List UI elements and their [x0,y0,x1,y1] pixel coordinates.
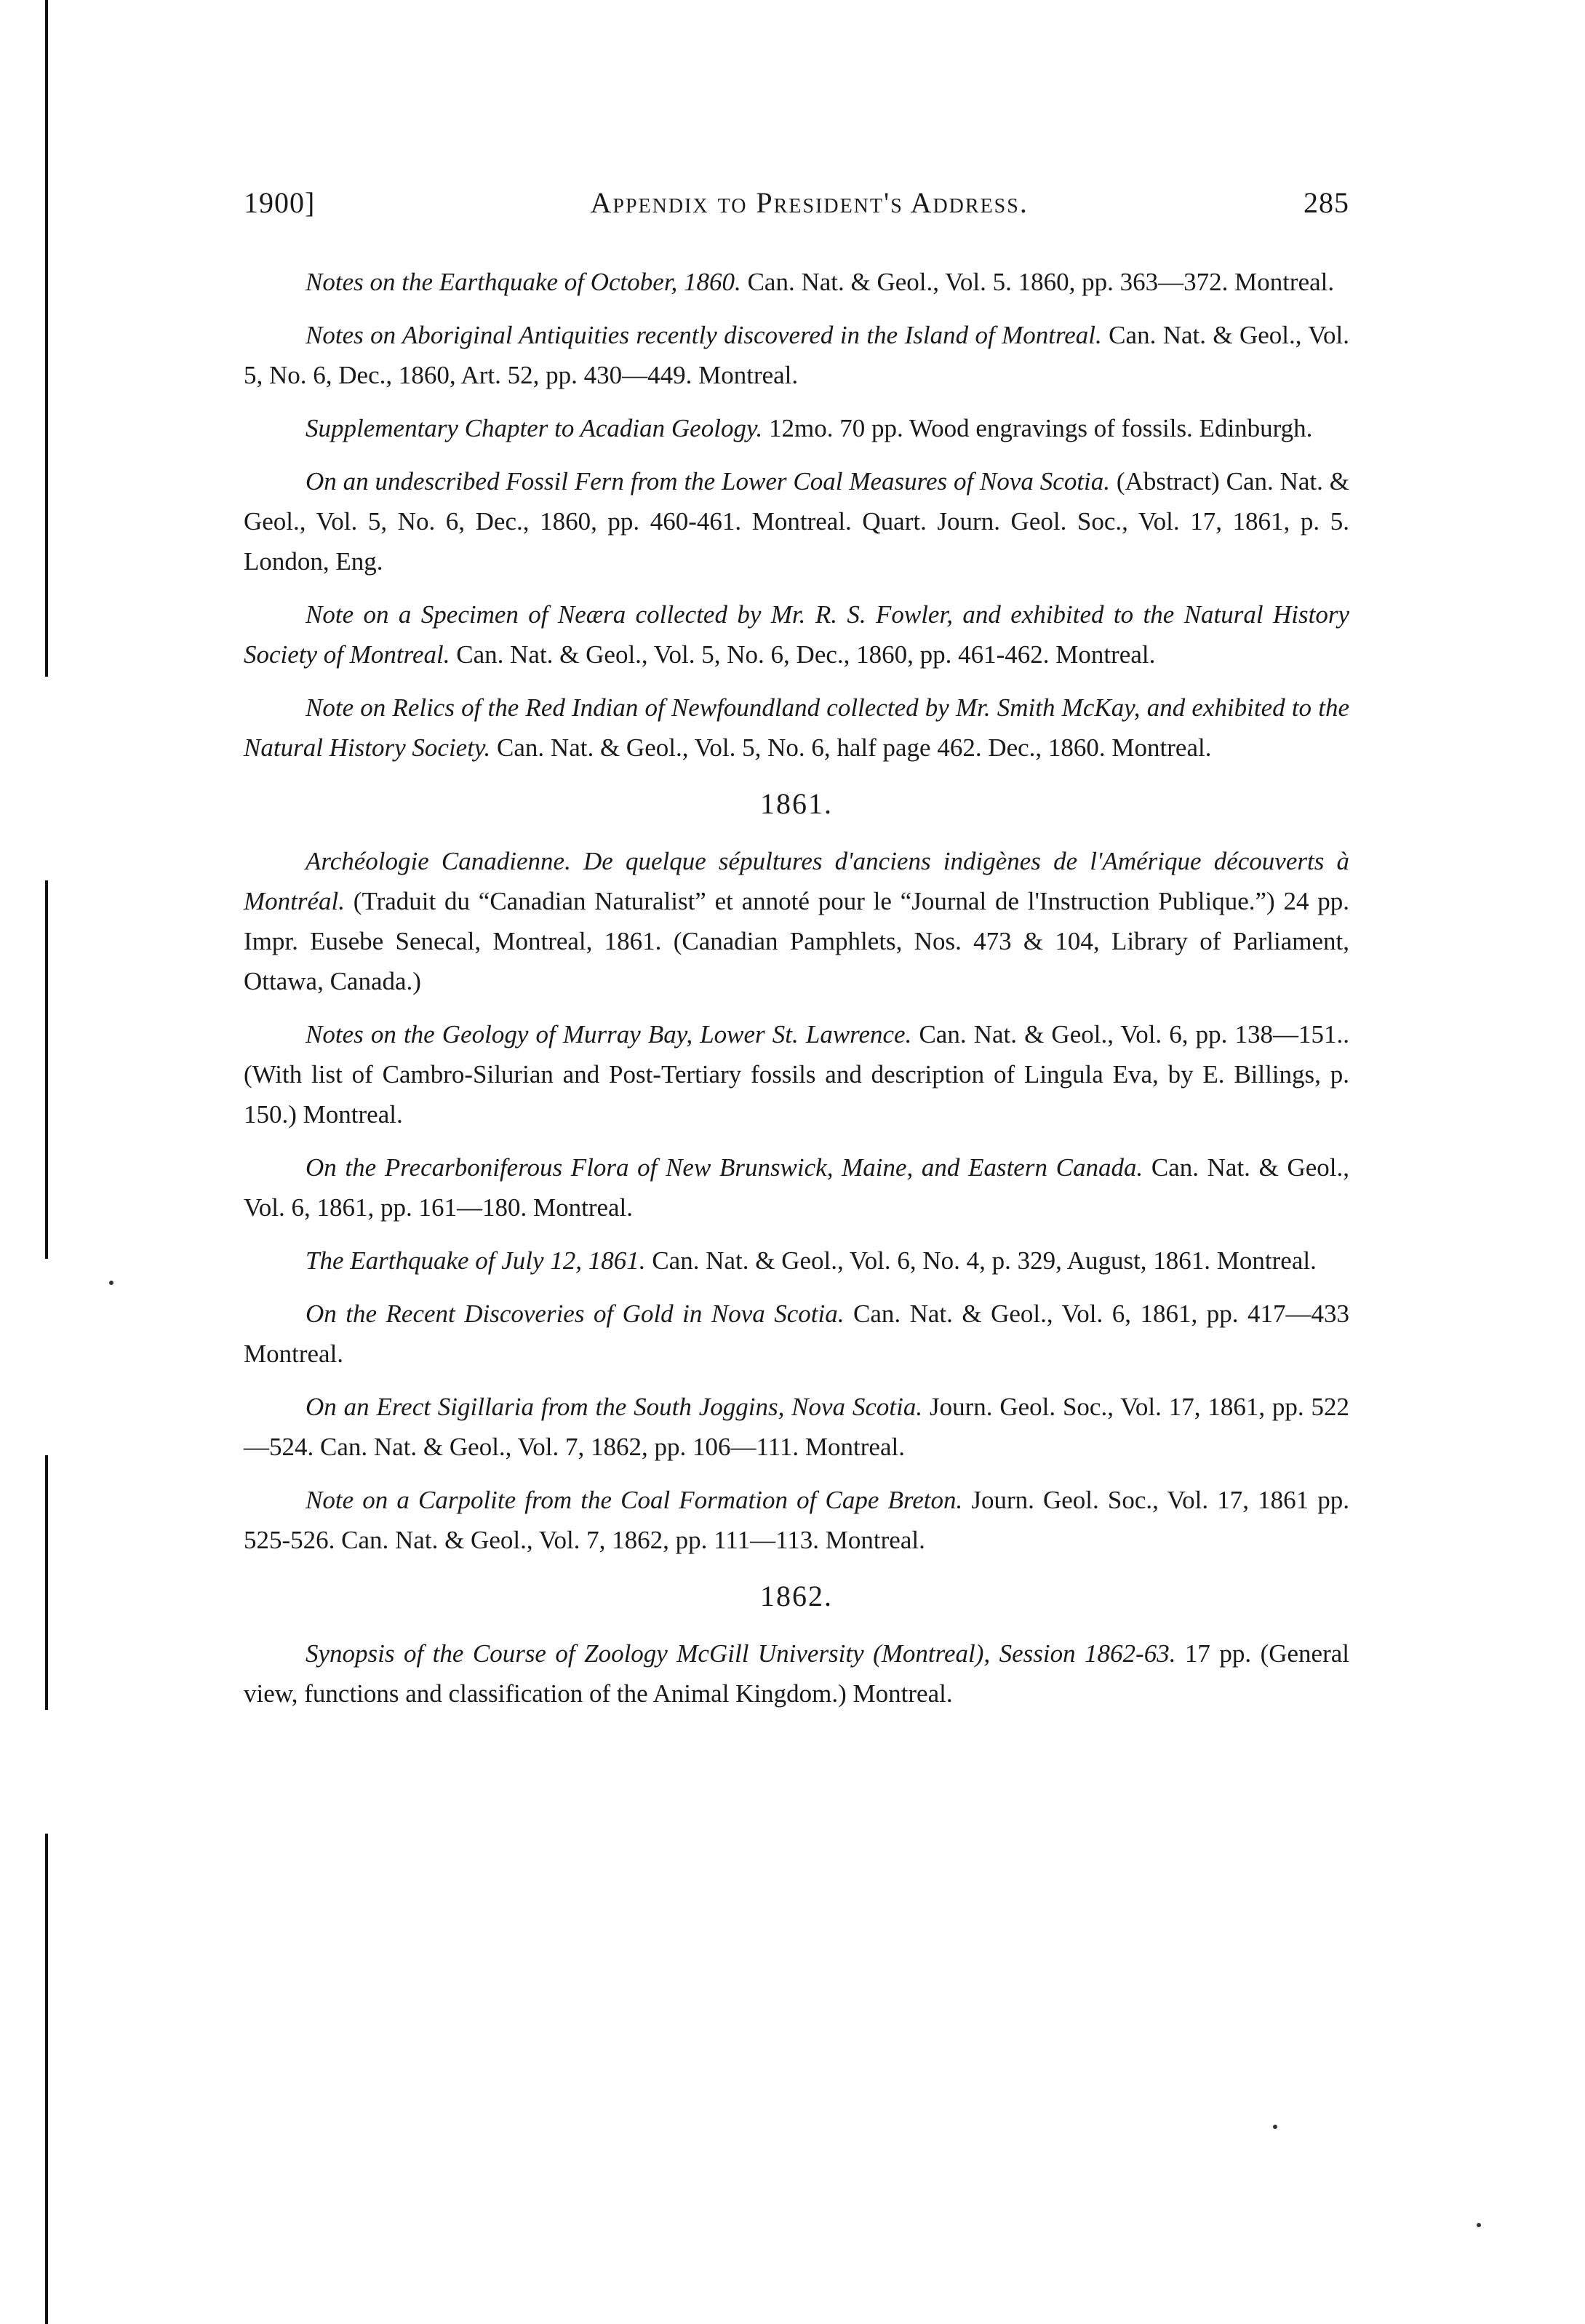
bibliography-entry [244,1387,1349,1467]
entry-details: (Traduit du “Canadian Naturalist” et annoté pour le “Journal de l'Instruction Publique.”) 24 pp. Impr. Eusebe Senecal, Montreal, 1861. (Canadian Pamphlets, Nos. 473 & 104, Library of Parliament, Ottawa, Canada.) [244,887,1349,995]
bibliography-entry [244,1014,1349,1134]
entry-details: 12mo. 70 pp. Wood engravings of fossils. Edinburgh. [762,414,1313,442]
scan-edge [45,880,48,1259]
bibliography-entry [244,594,1349,674]
year-heading: 1862. [760,1580,833,1612]
bibliography-body [244,262,1349,1727]
bibliography-entry [244,841,1349,1001]
scan-edge [45,1834,48,2324]
entry-title: Note on Relics of the Red Indian of Newfoundland collected by Mr. Smith McKay, and exhibited to the Natural History Society. [244,693,1349,762]
scan-edge [45,0,48,677]
running-header [244,186,1349,220]
entry-details: (Abstract) Can. Nat. & Geol., Vol. 5, No. 6, Dec., 1860, pp. 460-461. Montreal. Quart. Journ. Geol. Soc., Vol. 17, 1861, p. 5. London, Eng. [244,467,1349,576]
scan-speck [109,1281,113,1285]
bibliography-entry [244,1294,1349,1374]
entry-details: Can. Nat. & Geol., Vol. 5, No. 6, half page 462. Dec., 1860. Montreal. [490,733,1212,762]
scan-speck [1273,2125,1277,2129]
entry-details: Can. Nat. & Geol., Vol. 5. 1860, pp. 363—372. Montreal. [740,268,1335,296]
bibliography-entry [244,1480,1349,1560]
entry-title: Note on a Specimen of Neæra collected by Mr. R. S. Fowler, and exhibited to the Natural History Society of Montreal. [244,600,1349,669]
entry-title: On the Precarboniferous Flora of New Brunswick, Maine, and Eastern Canada. [306,1153,1143,1182]
entry-details: Can. Nat. & Geol., Vol. 6, 1861, pp. 417—433 Montreal. [244,1300,1349,1368]
page-number: 285 [1303,186,1349,219]
bibliography-entry [244,1147,1349,1227]
entry-title: Supplementary Chapter to Acadian Geology. [306,414,763,442]
year-heading: 1861. [760,787,833,820]
entry-title: Synopsis of the Course of Zoology McGill University (Montreal), Session 1862-63. [306,1639,1176,1668]
entry-details: 17 pp. (General view, functions and classification of the Animal Kingdom.) Montreal. [244,1639,1349,1708]
entry-details: Can. Nat. & Geol., Vol. 5, No. 6, Dec., 1860, Art. 52, pp. 430—449. Montreal. [244,321,1350,389]
bibliography-entry [244,1241,1349,1281]
entry-title: Note on a Carpolite from the Coal Formation of Cape Breton. [306,1486,963,1514]
entry-details: Can. Nat. & Geol., Vol. 5, No. 6, Dec., 1860, pp. 461-462. Montreal. [450,640,1156,669]
entry-details: Can. Nat. & Geol., Vol. 6, 1861, pp. 161—180. Montreal. [244,1153,1349,1222]
entry-details: Journ. Geol. Soc., Vol. 17, 1861, pp. 522—524. Can. Nat. & Geol., Vol. 7, 1862, pp. 106—111. Montreal. [244,1393,1350,1461]
entry-title: Archéologie Canadienne. De quelque sépultures d'anciens indigènes de l'Amérique découverts à Montréal. [244,847,1349,915]
entry-title: On the Recent Discoveries of Gold in Nova Scotia. [306,1300,845,1328]
entry-details: Can. Nat. & Geol., Vol. 6, No. 4, p. 329, August, 1861. Montreal. [645,1246,1317,1275]
bibliography-entry [244,688,1349,768]
bibliography-entry [244,408,1349,448]
entry-title: Notes on the Earthquake of October, 1860. [306,268,741,296]
bibliography-entry [244,461,1349,581]
entry-details: Can. Nat. & Geol., Vol. 6, pp. 138—151.. (With list of Cambro-Silurian and Post-Tertiary fossils and description of Lingula Eva, by E. Billings, p. 150.) Montreal. [244,1020,1349,1129]
entry-title: On an Erect Sigillaria from the South Joggins, Nova Scotia. [306,1393,923,1421]
scan-speck [1477,2223,1481,2227]
scan-edge [45,1455,48,1710]
entry-title: Notes on Aboriginal Antiquities recently discovered in the Island of Montreal. [306,321,1102,349]
entry-title: The Earthquake of July 12, 1861. [306,1246,646,1275]
entry-title: Notes on the Geology of Murray Bay, Lower St. Lawrence. [306,1020,912,1048]
header-title: Appendix to President's Address. [590,186,1029,219]
bibliography-entry [244,315,1349,395]
entry-details: Journ. Geol. Soc., Vol. 17, 1861 pp. 525-526. Can. Nat. & Geol., Vol. 7, 1862, pp. 111—113. Montreal. [244,1486,1350,1554]
header-year: 1900] [244,186,316,219]
bibliography-entry [244,1633,1349,1714]
bibliography-entry [244,262,1349,302]
entry-title: On an undescribed Fossil Fern from the Lower Coal Measures of Nova Scotia. [306,467,1111,496]
